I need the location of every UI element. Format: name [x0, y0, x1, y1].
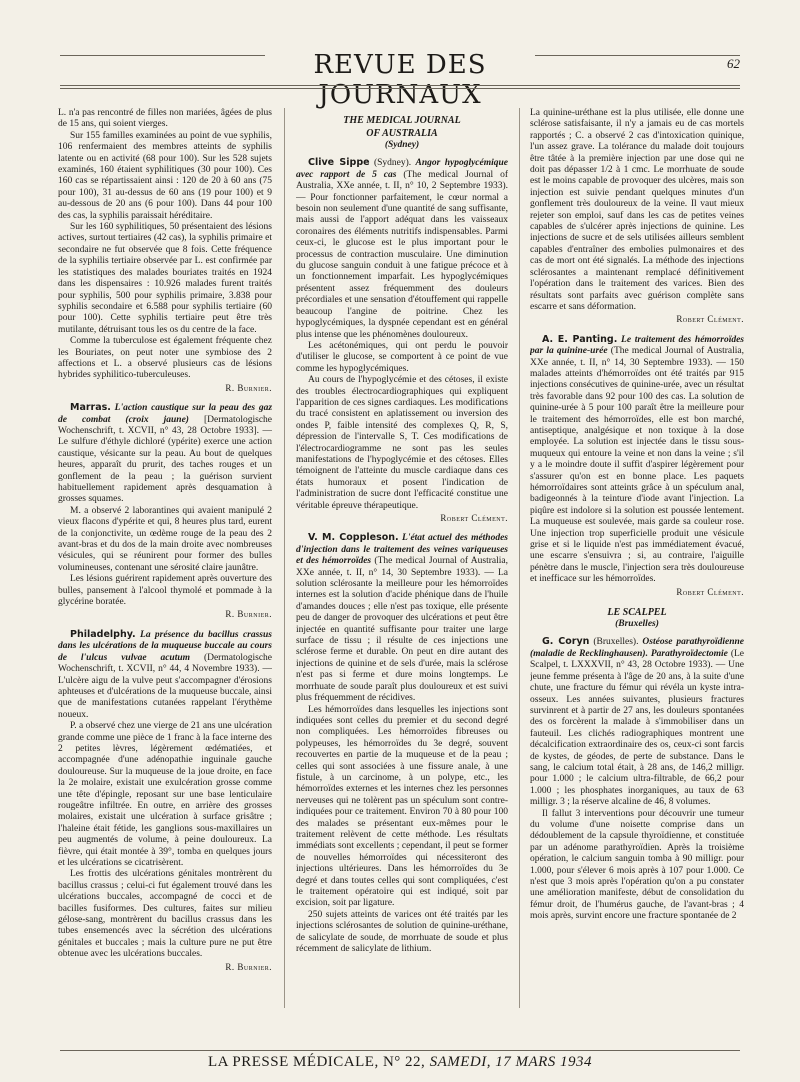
article-abstract — [530, 334, 744, 586]
signature: Robert Clément. — [676, 586, 744, 597]
article-abstract — [530, 636, 744, 808]
article-reference: (Le Scalpel, t. LXXXVII, n° 43, 28 Octobre 1933). — Une jeune femme présenta à l'âge de 20 ans, à la suite d'une chute, une fracture du fémur qui révéla un kyste intra-osseux. Les années suivantes, plusieurs fractures survinrent et à partir de 27 ans, les douleurs spontanées des os forcèrent la malade à s'immobiliser dans un fauteuil. Les clichés radiographiques montrent une décalcification extraordinaire des os, ceux-ci sont farcis de kystes, de géodes, de perte de substance. Dans le sang, le calcium total était, à 28 ans, de 146,2 milligr. pour 1.000 ; le calcium ultra-filtrable, de 66,2 pour 1.000 ; les phosphates inorganiques, au taux de 63 milligr. 3 ; la réserve alcaline de 46, 8 volumes. — [530, 648, 744, 808]
article-author-city: (Bruxelles). — [593, 637, 639, 648]
page-header — [60, 50, 740, 110]
header-rule-bottom — [60, 85, 740, 86]
paragraph: Les frottis des ulcérations génitales montrèrent du bacillus crassus ; celui-ci fut également trouvé dans les ulcérations buccales, accompagné de cocci et de bacilles fusiformes. Des cultures, faites sur milieu gélose-sang, montrèrent du bacillus crassus dans les tubes ensemencés avec la sécrétion des ulcérations génitales et buccales ; mais la culture pure ne put être obtenue avec les ulcérations buccales. — [58, 869, 272, 960]
article-title: La présence du bacillus crassus dans les ulcérations de la muqueuse buccale au cours de l'ulcus vulvae acutum — [58, 629, 272, 663]
paragraph: Les acétonémiques, qui ont perdu le pouvoir d'utiliser le glucose, se comportent à ce point de vue comme les hypoglycémiques. — [296, 340, 508, 374]
article-abstract — [58, 402, 272, 506]
article-title: Le traitement des hémorroïdes par la quinine-urée — [530, 334, 744, 357]
signature: R. Burnier. — [225, 609, 272, 620]
article-author: Clive Sippe — [308, 157, 370, 169]
article-author: Philadelphy. — [70, 628, 136, 640]
article-author-city: (Sydney). — [373, 158, 412, 169]
footer-date: SAMEDI, 17 MARS 1934 — [429, 1054, 593, 1070]
article-abstract — [58, 629, 272, 721]
journal-city: (Bruxelles) — [615, 619, 659, 630]
article-title: Ostéose parathyroïdienne (maladie de Recklinghausen). Parathyroïdectomie — [530, 637, 744, 659]
article-reference: (The medical Journal of Australia, XXe année, t. II, n° 14, 30 Septembre 1933). — La solution sclérosante la meilleure pour les hémorroïdes internes est la solution d'acide phénique dans de l'huile d'amandes douces ; elle n'est pas toxique, elle présente peu de danger de provoquer des ulcérations et peut être injectée en quantité suffisante pour traiter une large surface de tissu ; il résulte de ces injections une sclérose ferme et durable. On peut en dire autant des injections de quinine et de sels d'urée, mais la sclérose n'est pas si ferme et dure moins longtemps. Le morrhuate de soude paraît plus douloureux et est suivi plus fréquemment de récidives. — [296, 556, 508, 704]
article-abstract — [296, 157, 508, 341]
article-abstract — [296, 532, 508, 704]
paragraph: Les hémorroïdes dans lesquelles les injections sont indiquées sont celles du premier et du second degré non compliquées. Les hémorroïdes fibreuses ou polypeuses, les hémorroïdes du 3e degré, souvent recouvertes en partie de la muqueuse et de la peau ; celles qui sont associées à une fissure anale, à une fistule, à un carcinome, à un polype, etc., les hémorroïdes externes et les internes chez les personnes nerveuses qui ne tolèrent pas un spéculum sont contre-indiquées pour ce traitement. Environ 70 à 80 pour 100 des malades se présentant eux-mêmes pour le traitement relèvent de cette méthode. Les résultats immédiats sont excellents ; cependant, il peut se former de nouvelles hémorroïdes qui nécessiteront des injections ultérieures. Dans les hémorroïdes du 3e degré et dans toutes celles qui sont compliquées, c'est le traitement opératoire qui est indiqué, soit par excision, soit par ligature. — [296, 704, 508, 909]
paragraph: Les lésions guérirent rapidement après ouverture des bulles, pansement à l'alcool thymolé et pommade à la glycérine boratée. — [58, 574, 272, 608]
section-title: REVUE DES JOURNAUX — [265, 50, 535, 110]
column-right — [530, 108, 744, 1048]
footer-line — [60, 1054, 740, 1071]
journal-city: (Sydney) — [384, 140, 420, 150]
footer-journal: LA PRESSE MÉDICALE, — [207, 1054, 379, 1070]
footer-rule — [60, 1050, 740, 1051]
column-divider — [519, 108, 520, 1008]
article-title: L'action caustique sur la peau des gaz de combat (croix jaune) — [58, 403, 272, 425]
journal-heading: LE SCALPEL — [607, 607, 667, 619]
paragraph: M. a observé 2 laborantines qui avaient manipulé 2 vieux flacons d'ypérite et qui, 8 heures plus tard, eurent de la conjonctivite, un œdème rouge de la peau des 2 avant-bras et du dos de la main droite avec nombreuses vésicules, qui se réunirent pour former des bulles volumineuses, contenant une sérosité claire jaunâtre. — [58, 505, 272, 573]
article-author: Marras. — [70, 402, 111, 414]
page-footer — [60, 1050, 740, 1076]
paragraph: 250 sujets atteints de varices ont été traités par les injections sclérosantes de solution de quinine-uréthane, de salicylate de soude, de morrhuate de soude et plus récemment de salicylate de lithium. — [296, 909, 508, 955]
paragraph: L. n'a pas rencontré de filles non mariées, âgées de plus de 15 ans, qui soient vierges. — [58, 108, 272, 130]
paragraph: P. a observé chez une vierge de 21 ans une ulcération grande comme une pièce de 1 franc à la face interne des 2 petites lèvres, légèrement œdématiées, et accompagnée d'une adénopathie inguinale gauche douloureuse. Sur la muqueuse de la joue droite, en face la 2e molaire, existait une exulcération grosse comme une tête d'épingle, reposant sur une base lenticulaire rougeâtre infiltrée. En outre, en arrière des grosses molaires, existait une ulcération à surface grisâtre ; l'haleine était fétide, les ganglions sous-maxillaires un peu augmentés de volume, à peine douloureux. La fièvre, qui était montée à 39°, tomba en quelques jours et les ulcérations se cicatrisèrent. — [58, 721, 272, 868]
journal-heading: THE MEDICAL JOURNAL — [343, 115, 461, 126]
footer-issue: N° 22, — [382, 1054, 426, 1070]
paragraph: Au cours de l'hypoglycémie et des cétoses, il existe des troubles électrocardiographiques qui expliquent l'apparition de ces signes cardiaques. Les modifications du tracé consistent en aplatissement ou inversion des ondes P, faible intensité des complexes Q, R, S, dépression de l'intervalle S, T. Ces modifications de l'électrocardiogramme ne sont pas les seules manifestations de l'hypoglycémie et des cétoses. Elles témoignent de l'atteinte du muscle cardiaque dans ces états humoraux et posent l'indication de l'administration de sucre dont l'efficacité constitue une véritable épreuve thérapeutique. — [296, 375, 508, 511]
header-rule-bottom-double — [60, 88, 740, 89]
signature: Robert Clément. — [440, 513, 508, 523]
article-author: G. Coryn — [542, 636, 590, 648]
paragraph: Comme la tuberculose est également fréquente chez les Bouriates, on peut noter une symbiose des 2 affections et L. a observé plusieurs cas de lésions hybrides syphilitico-tuberculeuses. — [58, 336, 272, 381]
article-reference: (The medical Journal of Australia, XXe année, t. II, n° 14, 30 Septembre 1933). — 150 malades atteints d'hémorroïdes ont été traités par 915 injections consécutives de quinine-urée, avec un résultat très favorable dans 92 pour 100 des cas. La solution de quinine-urée à 5 pour 100 paraît être la meilleure pour le traitement des hémorroïdes, elle est bon marché, antiseptique, analgésique et non toxique à la dose employée. La solution est injectée dans le tissu sous-muqueux qui entoure la veine et non dans la veine ; s'il y a le moindre doute il suffit d'aspirer légèrement pour s'assurer qu'on est en bonne place. Les paquets hémorroïdaires sont atteints grâce à un spéculum anal, badigeonnés à la teinture d'iode avant l'injection. La piqûre est indolore si la solution est poussée lentement. La muqueuse est soulevée, mais garde sa couleur rose. Une injection trop superficielle produit une vésicule grise et si le liquide n'est pas immédiatement évacué, une escarre s'ensuivra ; si, au contraire, l'aiguille pénètre dans le muscle, l'injection sera très douloureuse et inefficace sur les hémorroïdes. — [530, 346, 744, 585]
signature: Robert Clément. — [676, 314, 744, 325]
article-author: V. M. Coppleson. — [308, 532, 399, 544]
journal-heading-line2: OF AUSTRALIA — [366, 128, 438, 139]
article-reference: (Dermatologische Wochenschrift, t. XCVII, n° 44, 4 Novembre 1933). — L'ulcère aigu de la vulve peut s'accompagner d'érosions aphteuses et d'ulcérations de la muqueuse buccale, ainsi que de manifestations cutanées rappelant l'érythème noueux. — [58, 652, 272, 720]
paragraph: Sur les 160 syphilitiques, 50 présentaient des lésions actives, surtout tertiaires (42 cas), la syphilis primaire et secondaire ne fut observée que 8 fois. Cette fréquence de la syphilis tertiaire observée par L. est confirmée par les statistiques des malades bouriates traités en 1924 dans les dispensaires : 10.926 malades furent traités pour syphilis, 500 pour syphilis primaire, 3.838 pour syphilis secondaire et 6.588 pour syphilis tertiaire (60 pour 100). Cette syphilis tertiaire peut être très mutilante, détruisant tous les os du centre de la face. — [58, 222, 272, 335]
article-title: L'état actuel des méthodes d'injection dans le traitement des veines variqueuses et des hémorroïdes — [296, 533, 508, 567]
article-reference: [Dermatologische Wochenschrift, t. XCVII, n° 43, 28 Octobre 1933]. — Le sulfure d'éthyle dichloré (ypérite) exerce une action caustique, vésicante sur la peau. Au bout de quelques heures, apparaît du prurit, des taches rouges et un gonflement de la peau ; la guérison survient habituellement rapidement après desquamation à grosses squames. — [58, 414, 272, 505]
column-divider — [284, 108, 285, 1008]
paragraph: Il fallut 3 interventions pour découvrir une tumeur du volume d'une noisette comprise dans un dédoublement de la capsule thyroïdienne, et constituée par un adénome parathyroïdien. Après la troisième opération, le calcium sanguin tomba à 90 milligr. pour 1.000, pour s'élever 6 mois après à 107 pour 1.000. Ce n'est que 3 mois après l'opération qu'on a pu constater une amélioration manifeste, début de consolidation du fémur droit, de l'humérus gauche, de l'avant-bras ; 4 mois après, survint encore une fracture spontanée de 2 — [530, 808, 744, 922]
paragraph: Sur 155 familles examinées au point de vue syphilis, 106 renfermaient des membres atteints de syphilis latente ou en activité (68 pour 100). Sur les 528 sujets examinés, 160 étaient syphilitiques (30 pour 100). Ces 160 cas se répartissaient ainsi : 120 de 20 à 60 ans (75 pour 100), 31 au-dessus de 60 ans (19 pour 100) et 9 au-dessous de 20 ans (6 pour 100). Dans 44 pour 100 des cas, la syphilis paraissait héréditaire. — [58, 130, 272, 221]
column-left — [58, 108, 272, 1048]
article-title: Angor hypoglycémique avec rapport de 5 cas — [296, 158, 508, 180]
column-middle — [296, 108, 508, 1048]
article-reference: (The medical Journal of Australia, XXe année, t. II, n° 10, 2 Septembre 1933). — Pour fonctionner parfaitement, le cœur normal a besoin non seulement d'une quantité de sang suffisante, mais aussi de l'apport adéquat dans les vaisseaux coronaires des éléments nutritifs indispensables. Parmi ceux-ci, le glucose est le plus important pour le processus de contraction musculaire. Une diminution du glucose sanguin conduit à une fatigue précoce et à un fonctionnement imparfait. Les hypoglycémiques présentent assez fréquemment des douleurs précordiales et une sensation d'étouffement qui rappelle beaucoup l'angine de poitrine. Chez les hypoglycémiques, la dyspnée cependant est en général plus intense que les phénomènes douloureux. — [296, 169, 508, 340]
paragraph: La quinine-uréthane est la plus utilisée, elle donne une sclérose satisfaisante, il n'y a jamais eu de cas mortels rapportés ; C. a observé 2 cas d'intoxication quinique, l'un assez grave. La tolérance du malade doit toujours être tâtée à la première injection par une dose qui ne doit pas dépasser 1/2 à 1 cmc. Le morrhuate de soude est le moins capable de provoquer des ulcères, mais son injection est suivie pendant quelques minutes d'un gonflement très douloureux de la veine. Il vaut mieux rejeter son emploi, sauf dans les cas de petites veines capables de s'ulcérer après injections de quinine. Les injections de sucre et de sels utilisées ailleurs semblent capables d'entraîner des embolies pulmonaires et des cas de mort ont été signalés. La méthode des injections sclérosantes a maintenant remplacé définitivement l'opération dans le traitement des varices. Bien des résultats sont parfaits avec guérison complète sans escarre et sans déformation. — [530, 108, 744, 312]
signature: R. Burnier. — [225, 382, 272, 393]
signature: R. Burnier. — [225, 961, 272, 972]
article-author: A. E. Panting. — [542, 333, 618, 345]
page-number: 62 — [721, 56, 740, 72]
